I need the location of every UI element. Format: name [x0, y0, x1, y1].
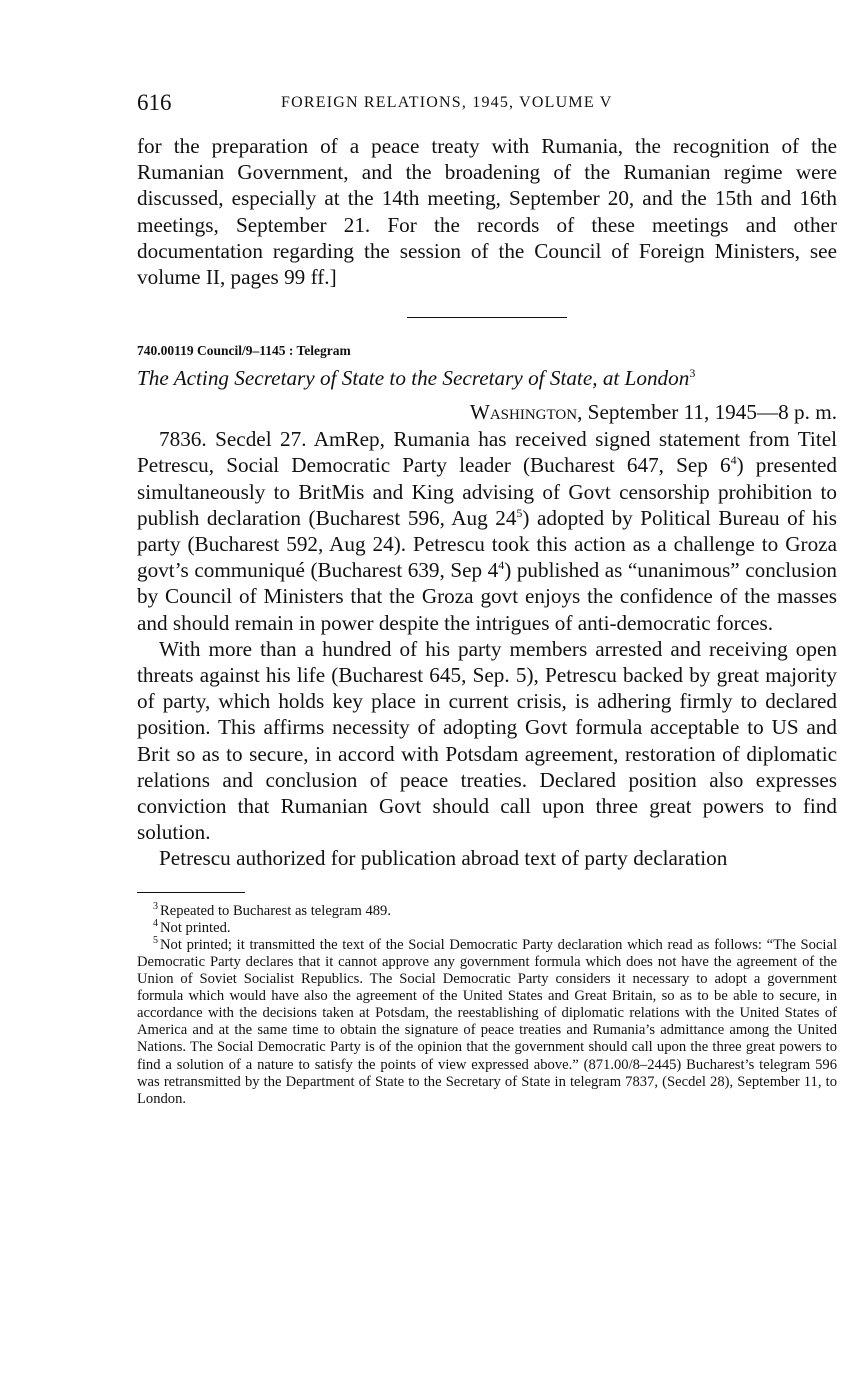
page-number: 616	[137, 90, 172, 115]
intro-paragraph: for the preparation of a peace treaty with Rumania, the recognition of the Rumanian Government, and the broadening of the Rumanian regime were discussed, especially at the 14th meeting, September 20, and the 15th and 16th meetings, September 21. For the records of these meetings and other documentation regarding the session of the Council of Foreign Ministers, see volume II, pages 99 ff.]	[137, 134, 837, 290]
body-paragraph-2: With more than a hundred of his party members arrested and receiving open threats against his life (Bucharest 645, Sep. 5), Petrescu backed by great majority of party, which holds key place in current crisis, is adhering firmly to declared position. This affirms necessity of adopting Govt formula acceptable to US and Brit so as to secure, in accord with Potsdam agreement, restoration of diplomatic relations and conclusion of peace treaties. Declared position also expresses conviction that Rumanian Govt should call upon three great powers to find solution.	[137, 636, 837, 845]
footnote-number: 5	[153, 935, 158, 946]
footnote-marker: 4	[498, 558, 505, 573]
footnote-text: Repeated to Bucharest as telegram 489.	[160, 902, 391, 919]
body-text: ) adopted by Political Bureau of his party (Bucharest 592, Aug 24). Petrescu took this action as a challenge to Groza govt’s communiqué (Bucharest 639, Sep 4	[137, 505, 837, 583]
footnote-text: Not printed; it transmitted the text of the Social Democratic Party declaration which read as follows: “The Social Democratic Party declares that it cannot approve any government formula which does not have the agreement of the Union of Soviet Socialist Republics. The Social Democratic Party considers it necessary to adopt a government formula which would have also the agreement of the United States and Great Britain, so as to be able to secure, in accordance with the decisions taken at Potsdam, the reestablishing of diplomatic relations with the United States of America and at the same time to obtain the signature of peace treaties and Rumania’s admittance among the United Nations. The Social Democratic Party is of the opinion that the government should call upon the three great powers to find a solution of a nature to satisfy the points of view expressed above.” (871.00/8–2445) Bucharest’s telegram 596 was retransmitted by the Department of State to the Secretary of State in telegram 7837, (Secdel 28), September 11, to London.	[137, 936, 837, 1107]
body-text: ) presented simultaneously to BritMis and King advising of Govt censorship prohibition to publish declaration (Bucharest 596, Aug 24	[137, 453, 837, 530]
footnote	[137, 937, 837, 1108]
body-paragraph-3: Petrescu authorized for publication abroad text of party declaration	[159, 846, 728, 871]
dateline-date: , September 11, 1945—8 p. m.	[577, 400, 837, 425]
footnotes	[137, 900, 837, 1108]
document-title-text: The Acting Secretary of State to the Secretary of State, at London	[137, 366, 690, 391]
section-divider	[407, 317, 567, 318]
body-paragraph-1	[137, 426, 837, 636]
footnote-marker: 3	[689, 366, 696, 381]
footnote-divider	[137, 892, 245, 893]
footnote-text: Not printed.	[160, 919, 231, 936]
footnote	[137, 917, 837, 937]
running-head: FOREIGN RELATIONS, 1945, VOLUME V	[281, 94, 613, 111]
body-text: 7836. Secdel 27. AmRep, Rumania has received signed statement from Titel Petrescu, Social Democratic Party leader (Bucharest 647, Sep 6	[137, 427, 837, 478]
dateline-place: Washington	[469, 400, 578, 425]
body-text: ) published as “unanimous” conclusion by Council of Ministers that the Groza govt enjoys the confidence of the masses and should remain in power despite the intrigues of anti-democratic forces.	[137, 558, 838, 635]
dateline	[137, 398, 837, 426]
footnote-number: 3	[153, 900, 158, 912]
page-header	[137, 88, 837, 122]
footnote-marker: 5	[516, 505, 523, 520]
footnote	[137, 900, 837, 920]
footnote-number: 4	[153, 917, 158, 929]
footnote-marker: 4	[730, 453, 737, 468]
document-title	[137, 364, 837, 392]
document-page	[137, 88, 837, 1108]
file-reference: 740.00119 Council/9–1145 : Telegram	[137, 343, 351, 359]
